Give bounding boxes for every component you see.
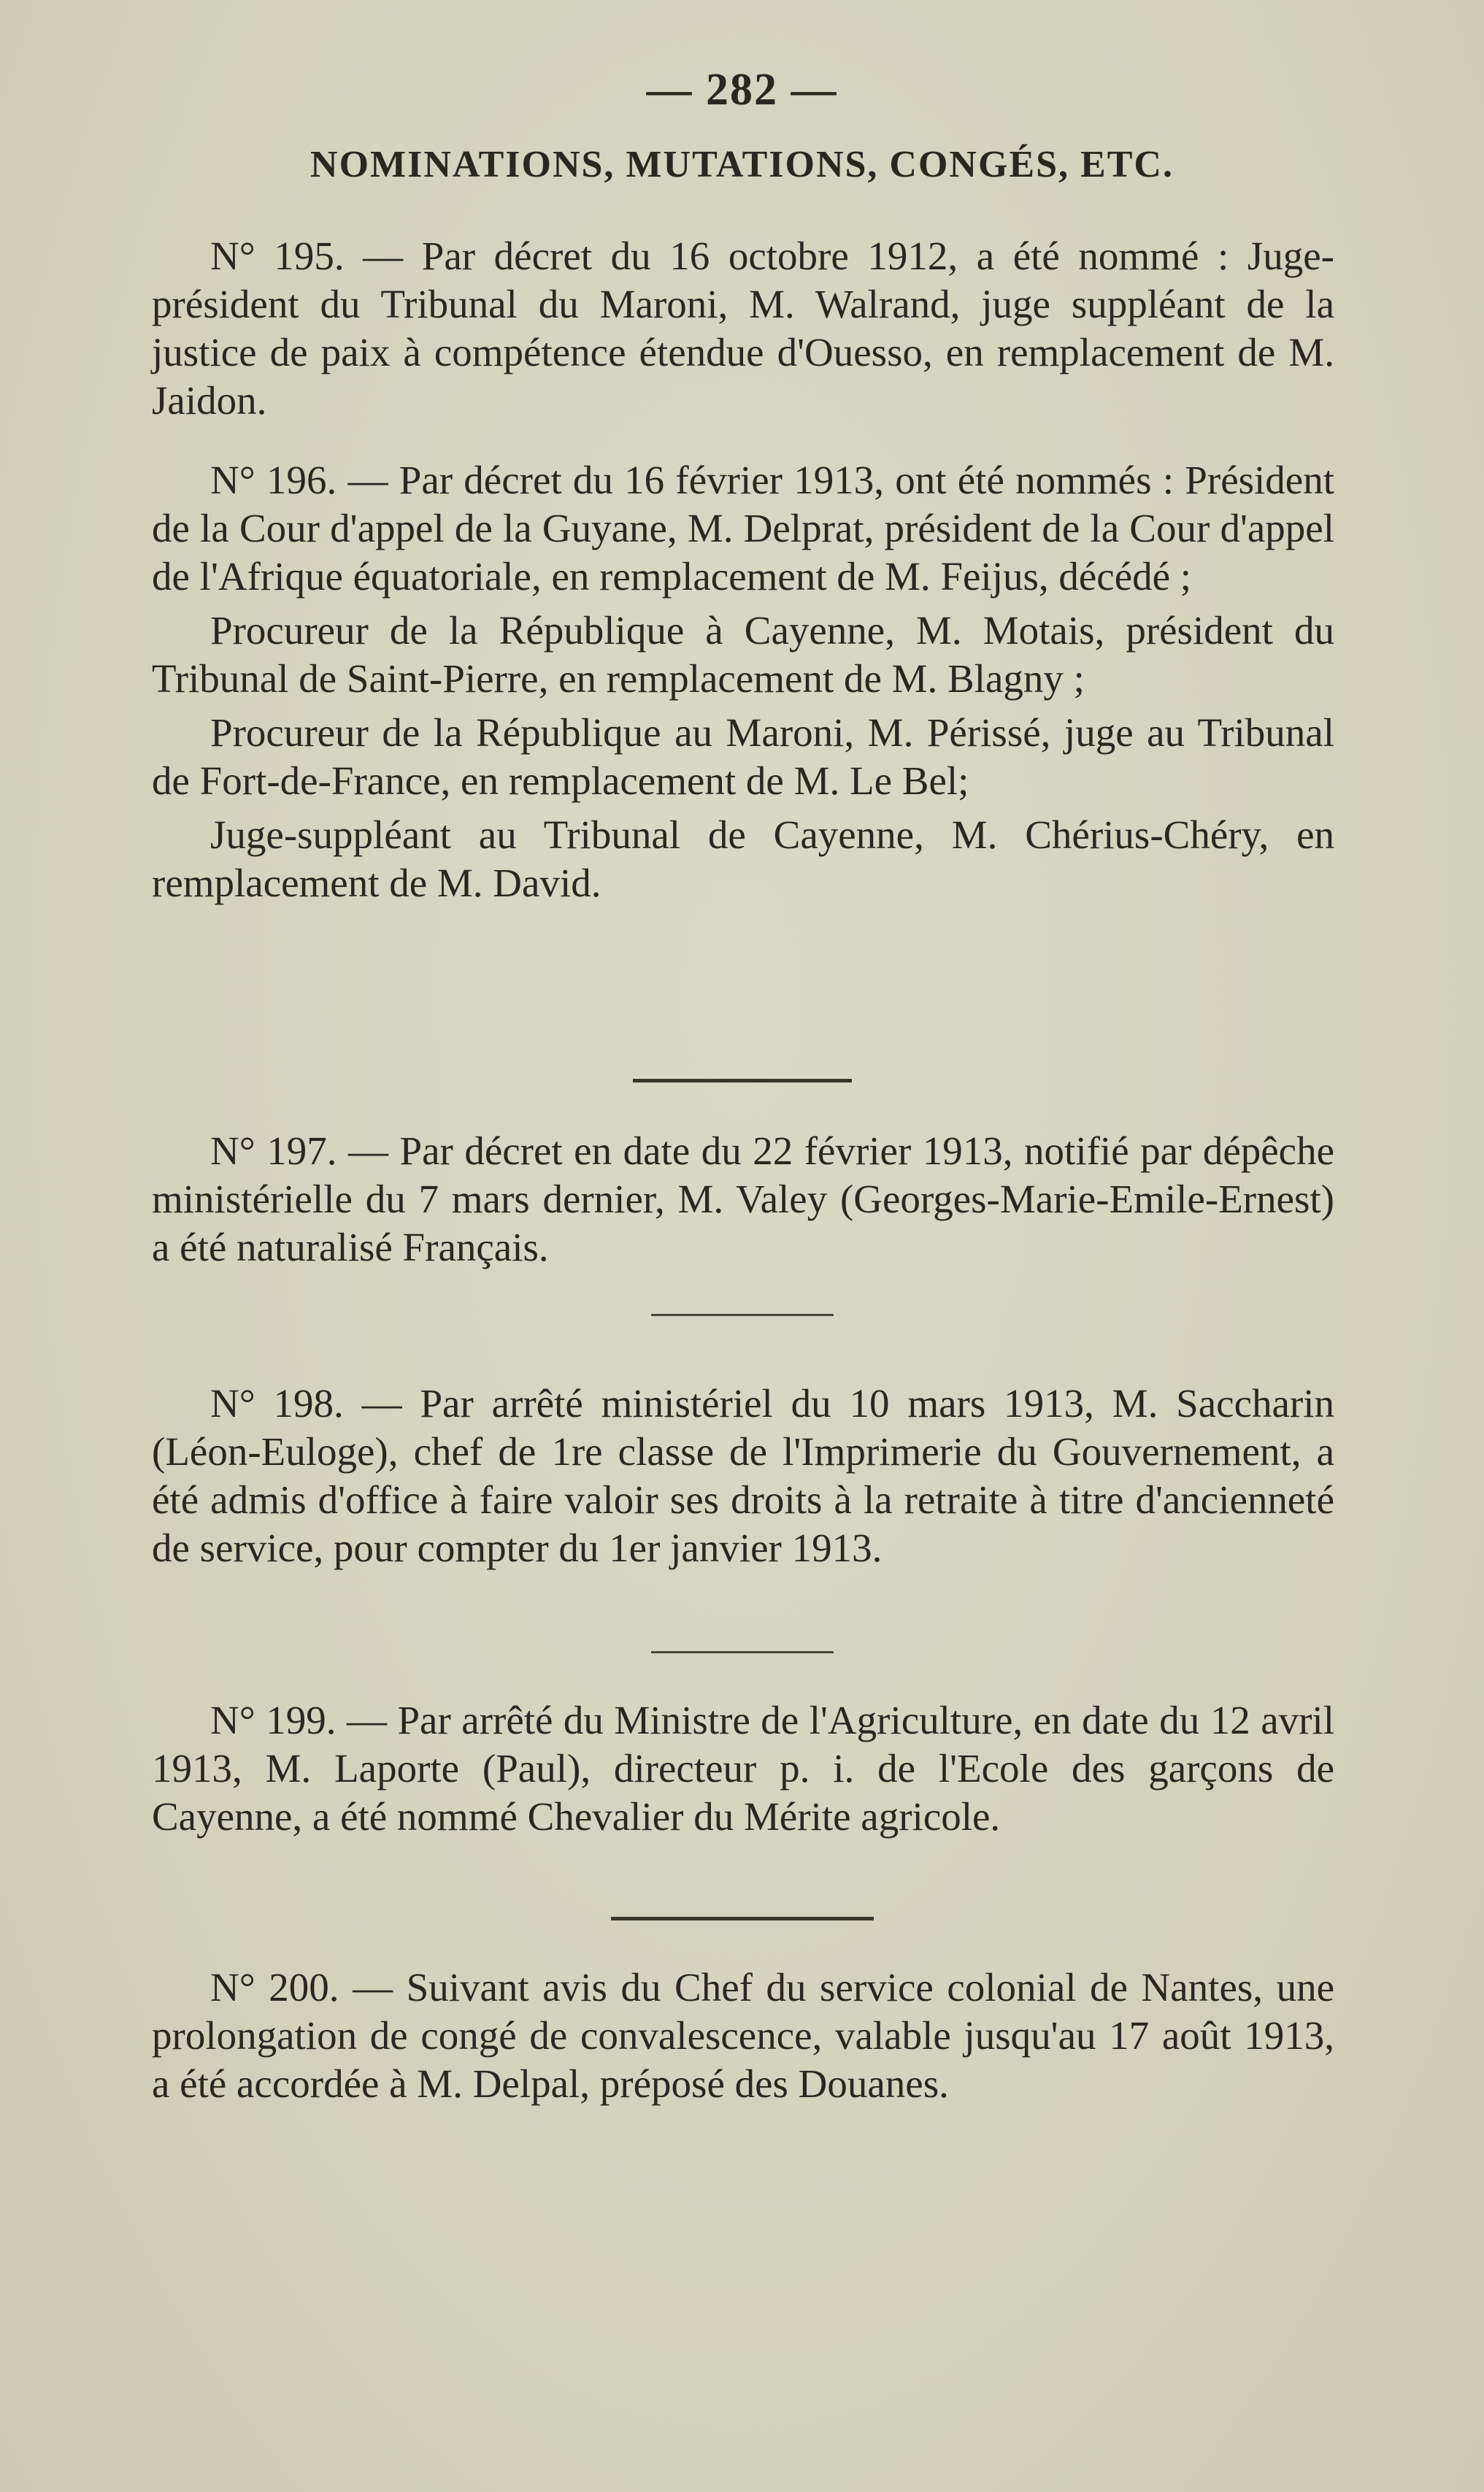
separator-rule	[651, 1651, 834, 1653]
entry-198	[152, 1380, 1334, 1572]
separator-rule	[633, 1079, 852, 1082]
entry-199	[152, 1696, 1334, 1841]
entry-paragraph: N° 199. — Par arrêté du Ministre de l'Agriculture, en date du 12 avril 1913, M. Laporte (Paul), directeur p. i. de l'Ecole des garçons de Cayenne, a été nommé Chevalier du Mérite agricole.	[152, 1698, 1334, 1839]
entry-196	[152, 456, 1334, 907]
entry-paragraph: Procureur de la République au Maroni, M. Périssé, juge au Tribunal de Fort-de-France, en remplacement de M. Le Bel;	[152, 710, 1334, 803]
entry-paragraph: N° 198. — Par arrêté ministériel du 10 mars 1913, M. Saccharin (Léon-Euloge), chef de 1re classe de l'Imprimerie du Gouvernement, a été admis d'office à faire valoir ses droits à la retraite à titre d'ancienneté de service, pour compter du 1er janvier 1913.	[152, 1381, 1334, 1570]
entry-paragraph: Juge-suppléant au Tribunal de Cayenne, M. Chérius-Chéry, en remplacement de M. David.	[152, 812, 1334, 905]
entry-200	[152, 1964, 1334, 2108]
entry-195	[152, 232, 1334, 425]
section-heading: NOMINATIONS, MUTATIONS, CONGÉS, ETC.	[310, 144, 1174, 185]
entry-paragraph: N° 195. — Par décret du 16 octobre 1912, a été nommé : Juge-président du Tribunal du Maroni, M. Walrand, juge suppléant de la justice de paix à compétence étendue d'Ouesso, en remplacement de M. Jaidon.	[152, 234, 1334, 423]
separator-rule	[651, 1314, 834, 1316]
entry-paragraph: Procureur de la République à Cayenne, M. Motais, président du Tribunal de Saint-Pierre, en remplacement de M. Blagny ;	[152, 608, 1334, 701]
entry-paragraph: N° 196. — Par décret du 16 février 1913, ont été nommés : Président de la Cour d'appel de la Guyane, M. Delprat, président de la Cour d'appel de l'Afrique équatoriale, en remplacement de M. Feijus, décédé ;	[152, 458, 1334, 599]
separator-rule	[611, 1917, 874, 1920]
page-number: — 282 —	[646, 65, 838, 115]
entry-paragraph: N° 200. — Suivant avis du Chef du service colonial de Nantes, une prolongation de congé de convalescence, valable jusqu'au 17 août 1913, a été accordée à M. Delpal, préposé des Douanes.	[152, 1965, 1334, 2106]
entry-paragraph: N° 197. — Par décret en date du 22 février 1913, notifié par dépêche ministérielle du 7 mars dernier, M. Valey (Georges-Marie-Emile-Ernest) a été naturalisé Français.	[152, 1128, 1334, 1269]
entry-197	[152, 1127, 1334, 1272]
